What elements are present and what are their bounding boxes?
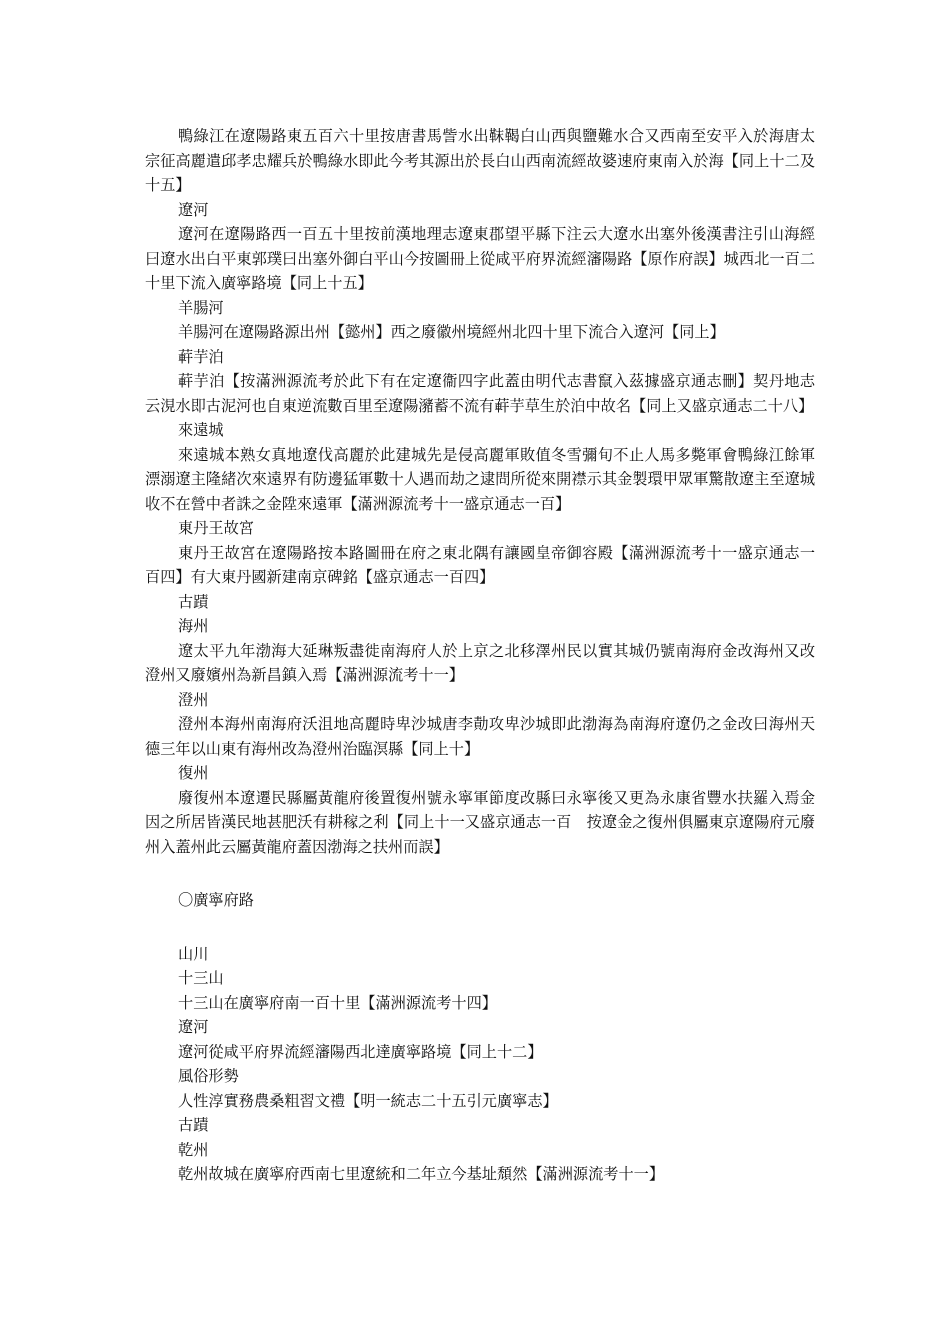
paragraph: 遼河在遼陽路西一百五十里按前漢地理志遼東郡望平縣下注云大遼水出塞外後漢書注引山海經曰遼水出白平東郭璞曰出塞外御白平山今按圖冊上從咸平府界流經瀋陽路【原作府誤】城西北一百二十里下流入廣寧路境【同上十五】 [145,225,815,292]
paragraph: 羊腸河在遼陽路源出州【懿州】西之廢徽州境經州北四十里下流合入遼河【同上】 [178,323,725,341]
section-heading: 來遠城 [178,421,224,439]
paragraph: 來遠城本熟女真地遼伐高麗於此建城先是侵高麗軍敗值冬雪彌旬不止人馬多斃軍會鴨綠江餘軍漂溺遼主隆緒次來遠界有防邊猛軍數十人遇而劫之逮問所從來開襟示其金製環甲眾軍驚散遼主至遼城收不在營中者誅之金陞來遠軍【滿洲源流考十一盛京通志一百】 [145,445,815,513]
section-heading: 人性淳實務農桑粗習文禮【明一統志二十五引元廣寧志】 [178,1091,558,1110]
section-heading: 蓒芋泊 [178,347,224,366]
paragraph: 遼太平九年渤海大延琳叛盡徙南海府人於上京之北移澤州民以實其城仍號南海府金改海州又改澄州又廢嬪州為新昌鎮入焉【滿洲源流考十一】 [145,641,815,684]
paragraph: 鴨綠江在遼陽路東五百六十里按唐書馬訾水出靺鞨白山西與鹽難水合又西南至安平入於海唐太宗征高麗遣邱孝忠耀兵於鴨綠水即此今考其源出於長白山西南流經故婆速府東南入於海【同上十二及十五】 [145,127,815,194]
section-heading: 十三山 [178,969,224,987]
section-heading: 復州 [178,764,209,782]
section-heading: 遼河 [178,200,209,219]
section-heading: 〇廣寧府路 [178,891,254,909]
section-heading: 古蹟 [178,592,209,611]
section-heading: 風俗形勢 [178,1067,239,1085]
section-heading: 乾州 [178,1140,209,1159]
paragraph: 蓒芋泊【按滿洲源流考於此下有在定遼衞四字此蓋由明代志書竄入茲據盛京通志刪】契丹地志云涀水即古泥河也自東逆流數百里至遼陽瀦蓄不流有蓒芋草生於泊中故名【同上又盛京通志二十八】 [145,372,815,415]
paragraph: 廢復州本遼遷民縣屬黃龍府後置復州號永寧軍節度改縣曰永寧後又更為永康省豐水扶羅入焉金因之所居皆漢民地甚肥沃有耕稼之利【同上十一又盛京通志一百 按遼金之復州俱屬東京遼陽府元廢州入蓋州此云屬黃龍府蓋因渤海之扶州而誤】 [145,788,815,856]
spacer [145,913,815,942]
section-heading: 十三山在廣寧府南一百十里【滿洲源流考十四】 [178,993,497,1012]
section-heading: 遼河 [178,1018,209,1036]
section-heading: 澄州 [178,690,209,709]
section-heading: 乾州故城在廣寧府西南七里遼統和二年立今基址頹然【滿洲源流考十一】 [178,1165,664,1183]
document-page [145,124,815,1187]
section-heading: 山川 [178,944,209,963]
paragraph: 東丹王故宮在遼陽路按本路圖冊在府之東北隅有讓國皇帝御容殿【滿洲源流考十一盛京通志一百四】有大東丹國新建南京碑銘【盛京通志一百四】 [145,543,815,586]
section-heading: 古蹟 [178,1116,209,1134]
spacer [145,859,815,888]
section-heading: 遼河從咸平府界流經瀋陽西北達廣寧路境【同上十二】 [178,1042,543,1061]
section-heading: 東丹王故宮 [178,519,254,537]
section-heading: 羊腸河 [178,298,224,317]
paragraph: 澄州本海州南海府沃沮地高麗時卑沙城唐李勣攻卑沙城即此渤海為南海府遼仍之金改曰海州天德三年以山東有海州改為澄州治臨溟縣【同上十】 [145,715,815,758]
section-heading: 海州 [178,617,209,635]
